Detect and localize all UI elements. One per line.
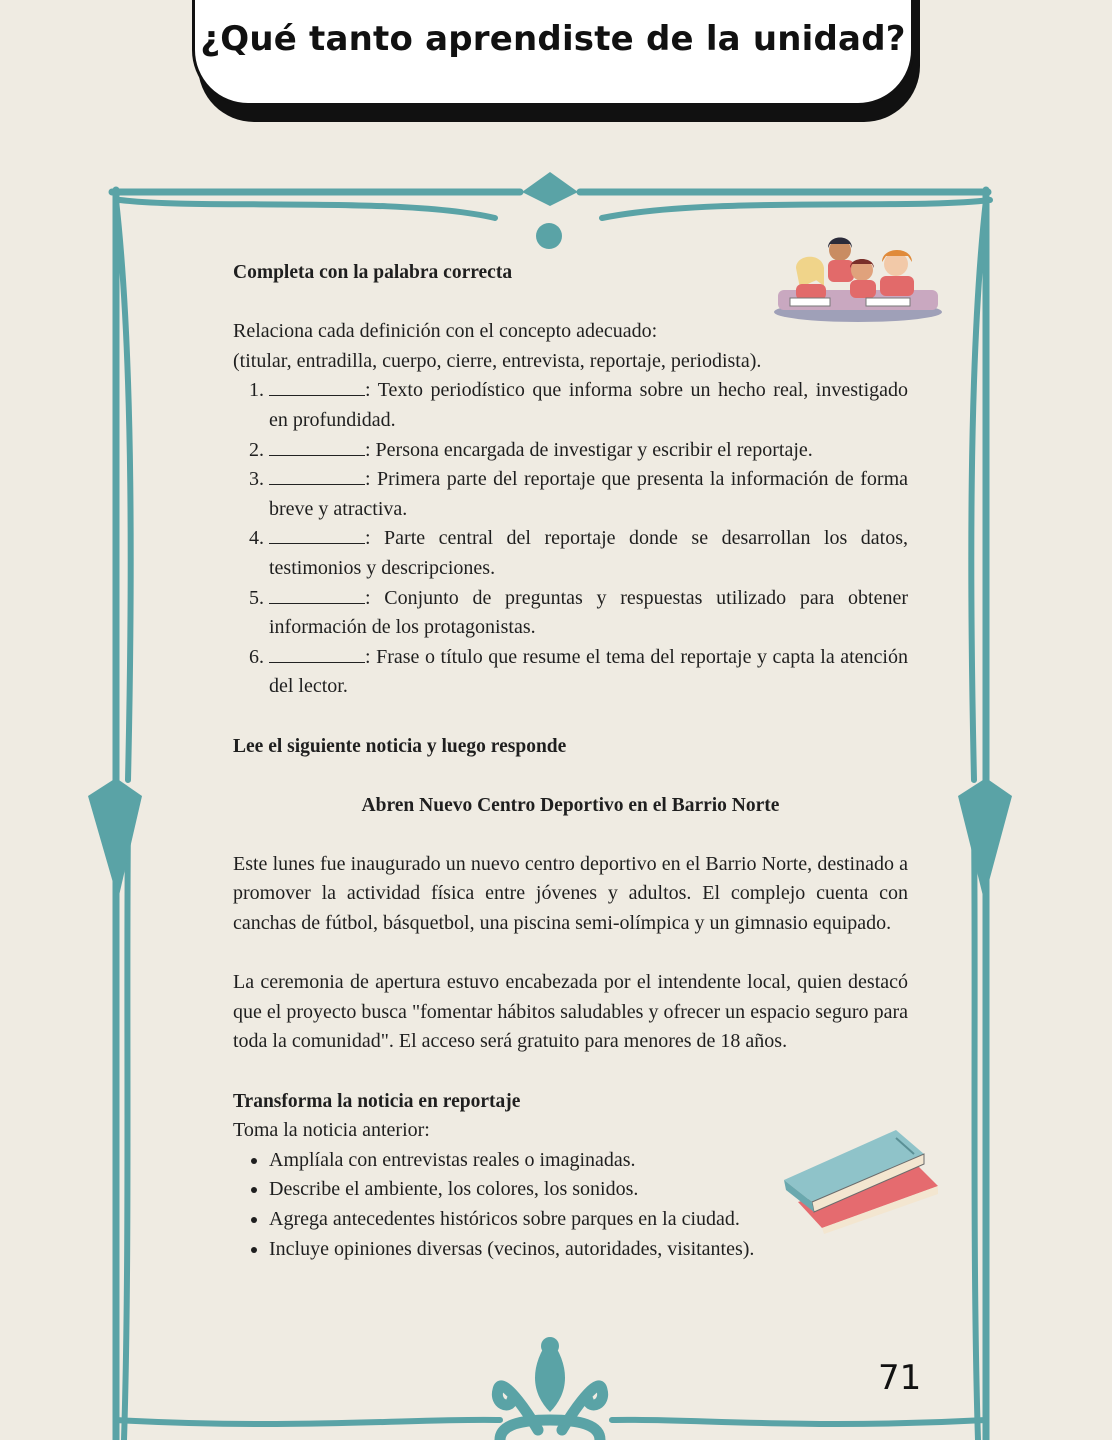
list-item: 1. : Texto periodístico que informa sobre un hecho real, investigado en profundidad. (269, 376, 908, 435)
list-item: • Describe el ambiente, los colores, los sonidos. (269, 1175, 908, 1205)
title-banner (192, 0, 914, 106)
list-item: • Agrega antecedentes históricos sobre parques en la ciudad. (269, 1205, 908, 1235)
task-list (233, 1146, 908, 1264)
list-item: • Amplíala con entrevistas reales o imaginadas. (269, 1146, 908, 1176)
options-list: (titular, entradilla, cuerpo, cierre, entrevista, reportaje, periodista). (233, 349, 762, 372)
news-paragraph-2: La ceremonia de apertura estuvo encabezada por el intendente local, quien destacó que el proyecto busca "fomentar hábitos saludables y ofrecer un espacio seguro para toda la comunidad". El acceso será gratuito para menores de 18 años. (233, 971, 908, 1053)
page-title: ¿Qué tanto aprendiste de la unidad? (200, 19, 906, 59)
section-title-transform: Transforma la noticia en reportaje (233, 1090, 521, 1112)
definitions-list (233, 376, 908, 702)
news-title: Abren Nuevo Centro Deportivo en el Barrio Norte (361, 794, 780, 816)
transform-intro: Toma la noticia anterior: (233, 1119, 430, 1142)
answer-blank[interactable] (269, 644, 365, 663)
list-item: • Incluye opiniones diversas (vecinos, autoridades, visitantes). (269, 1235, 908, 1265)
news-paragraph-1: Este lunes fue inaugurado un nuevo centro deportivo en el Barrio Norte, destinado a promover la actividad física entre jóvenes y adultos. El complejo cuenta con canchas de fútbol, básquetbol, una piscina semi-olímpica y un gimnasio equipado. (233, 852, 908, 935)
section-title-complete: Completa con la palabra correcta (233, 262, 513, 283)
answer-blank[interactable] (269, 585, 365, 604)
instruction-text: Relaciona cada definición con el concepto adecuado: (233, 320, 658, 343)
answer-blank[interactable] (269, 437, 365, 456)
list-item: 3. : Primera parte del reportaje que presenta la información de forma breve y atractiva. (269, 465, 908, 524)
section-title-read: Lee el siguiente noticia y luego responde (233, 735, 567, 757)
list-item: 6. : Frase o título que resume el tema del reportaje y capta la atención del lector. (269, 643, 908, 702)
list-item: 2. : Persona encargada de investigar y escribir el reportaje. (269, 436, 908, 466)
list-item: 4. : Parte central del reportaje donde se desarrollan los datos, testimonios y descripciones. (269, 524, 908, 583)
page-number: 71 (878, 1358, 922, 1398)
answer-blank[interactable] (269, 377, 365, 396)
content-area (233, 258, 908, 1264)
answer-blank[interactable] (269, 466, 365, 485)
list-item: 5. : Conjunto de preguntas y respuestas utilizado para obtener información de los protagonistas. (269, 584, 908, 643)
answer-blank[interactable] (269, 525, 365, 544)
